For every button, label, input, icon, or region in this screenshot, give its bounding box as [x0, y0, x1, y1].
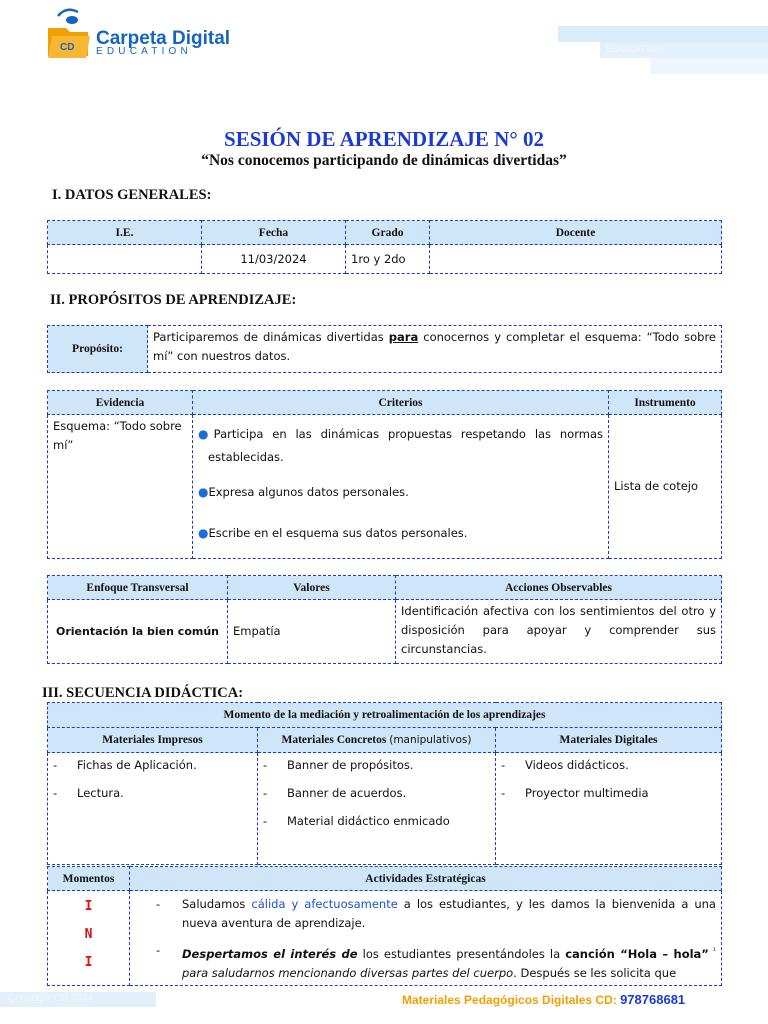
datos-table [47, 220, 722, 274]
header-band [558, 26, 768, 42]
enfoque-table [47, 575, 722, 664]
list-item: - Material didáctico enmicado [263, 814, 450, 828]
header-watermark: EDUCATION [606, 44, 665, 55]
actividades-header: Actividades Estratégicas [130, 867, 722, 891]
list-item: - Fichas de Aplicación. [53, 758, 197, 772]
list-item: - Lectura. [53, 786, 124, 800]
datos-ie-value [48, 245, 202, 274]
enfoque-value: Orientación la bien común [48, 600, 228, 664]
evaluacion-header-evidencia: Evidencia [48, 391, 193, 415]
section-heading-propositos: II. PROPÓSITOS DE APRENDIZAJE: [50, 292, 297, 308]
datos-header-docente: Docente [430, 221, 722, 245]
footer-copyright: Copyright CD 2024 [8, 993, 94, 1004]
logo-badge: CD [60, 42, 75, 53]
datos-header-grado: Grado [346, 221, 430, 245]
proposito-table [47, 325, 722, 373]
datos-header-fecha: Fecha [202, 221, 346, 245]
datos-header-ie: I.E. [48, 221, 202, 245]
momentos-header: Momentos [48, 867, 130, 891]
actividades-table [47, 866, 722, 986]
list-item: ●Escribe en el esquema sus datos personales. [198, 526, 468, 540]
logo-icon [44, 6, 94, 62]
proposito-label: Propósito: [48, 326, 148, 373]
list-item: ●Expresa algunos datos personales. [198, 485, 409, 499]
criterios-list [193, 415, 609, 559]
session-title: SESIÓN DE APRENDIZAJE N° 02 [224, 127, 544, 151]
logo-title: Carpeta Digital [96, 28, 231, 49]
valores-header: Valores [228, 576, 396, 600]
datos-docente-value [430, 245, 722, 274]
impresos-header: Materiales Impresos [48, 728, 258, 753]
instrumento-text: Lista de cotejo [609, 415, 722, 559]
list-item: - Banner de acuerdos. [263, 786, 407, 800]
acciones-value: Identificación afectiva con los sentimientos del otro y disposición para apoyar y comprender sus circunstancias. [396, 600, 722, 664]
footer-label: Materiales Pedagógicos Digitales CD: [402, 993, 617, 1007]
momento-letters [48, 891, 130, 986]
section-heading-secuencia: III. SECUENCIA DIDÁCTICA: [42, 685, 244, 701]
acciones-header: Acciones Observables [396, 576, 722, 600]
valor-value: Empatía [228, 600, 396, 664]
evidencia-text: Esquema: “Todo sobre mí” [48, 415, 193, 559]
footer-phone: 978768681 [620, 992, 686, 1007]
datos-fecha-value: 11/03/2024 [202, 245, 346, 274]
momento-title: Momento de la mediación y retroalimentación de los aprendizajes [48, 703, 722, 728]
list-item: - Banner de propósitos. [263, 758, 414, 772]
momento-letter: N [84, 927, 93, 942]
enfoque-header: Enfoque Transversal [48, 576, 228, 600]
section-heading-datos: I. DATOS GENERALES: [52, 187, 212, 203]
momento-letter: I [84, 899, 93, 914]
list-item: ●Participa en las dinámicas propuestas respetando las normas establecidas. [198, 427, 603, 464]
actividades-text: - Saludamos cálida y afectuosamente a los estudiantes, y les damos la bienvenida a una nueva aventura de aprendizaje. - Despertamos el interés de los estudiantes presentándoles la canción “Hola – hola” $^{^1}$ para saludarnos mencionando diversas partes del cuerpo. Después se les solicita que [130, 891, 722, 986]
footer-contact [402, 992, 685, 1007]
datos-grado-value: 1ro y 2do [346, 245, 430, 274]
list-item: - Videos didácticos. [501, 758, 629, 772]
actividad-interes: Despertamos el interés de los estudiantes presentándoles la canción “Hola – hola” $^{^1}$ para saludarnos mencionando diversas partes del cuerpo. Después se les solicita que [182, 946, 716, 980]
digitales-header: Materiales Digitales [496, 728, 722, 753]
concretos-list [258, 753, 496, 865]
session-subtitle: “Nos conocemos participando de dinámicas divertidas” [201, 152, 567, 169]
proposito-text: Participaremos de dinámicas divertidas para conocernos y completar el esquema: “Todo sobre mí” con nuestros datos. [148, 326, 722, 373]
digitales-list [496, 753, 722, 865]
evaluacion-table [47, 390, 722, 559]
list-item: - Proyector multimedia [501, 786, 649, 800]
actividad-saludo: Saludamos cálida y afectuosamente a los estudiantes, y les damos la bienvenida a una nueva aventura de aprendizaje. [182, 897, 716, 930]
logo-subtitle: EDUCATION [96, 46, 192, 57]
header-band [650, 58, 768, 74]
impresos-list [48, 753, 258, 865]
momento-letter: I [84, 955, 93, 970]
evaluacion-header-criterios: Criterios [193, 391, 609, 415]
concretos-header: Materiales Concretos (manipulativos) [258, 728, 496, 753]
evaluacion-header-instrumento: Instrumento [609, 391, 722, 415]
materiales-table [47, 702, 722, 865]
